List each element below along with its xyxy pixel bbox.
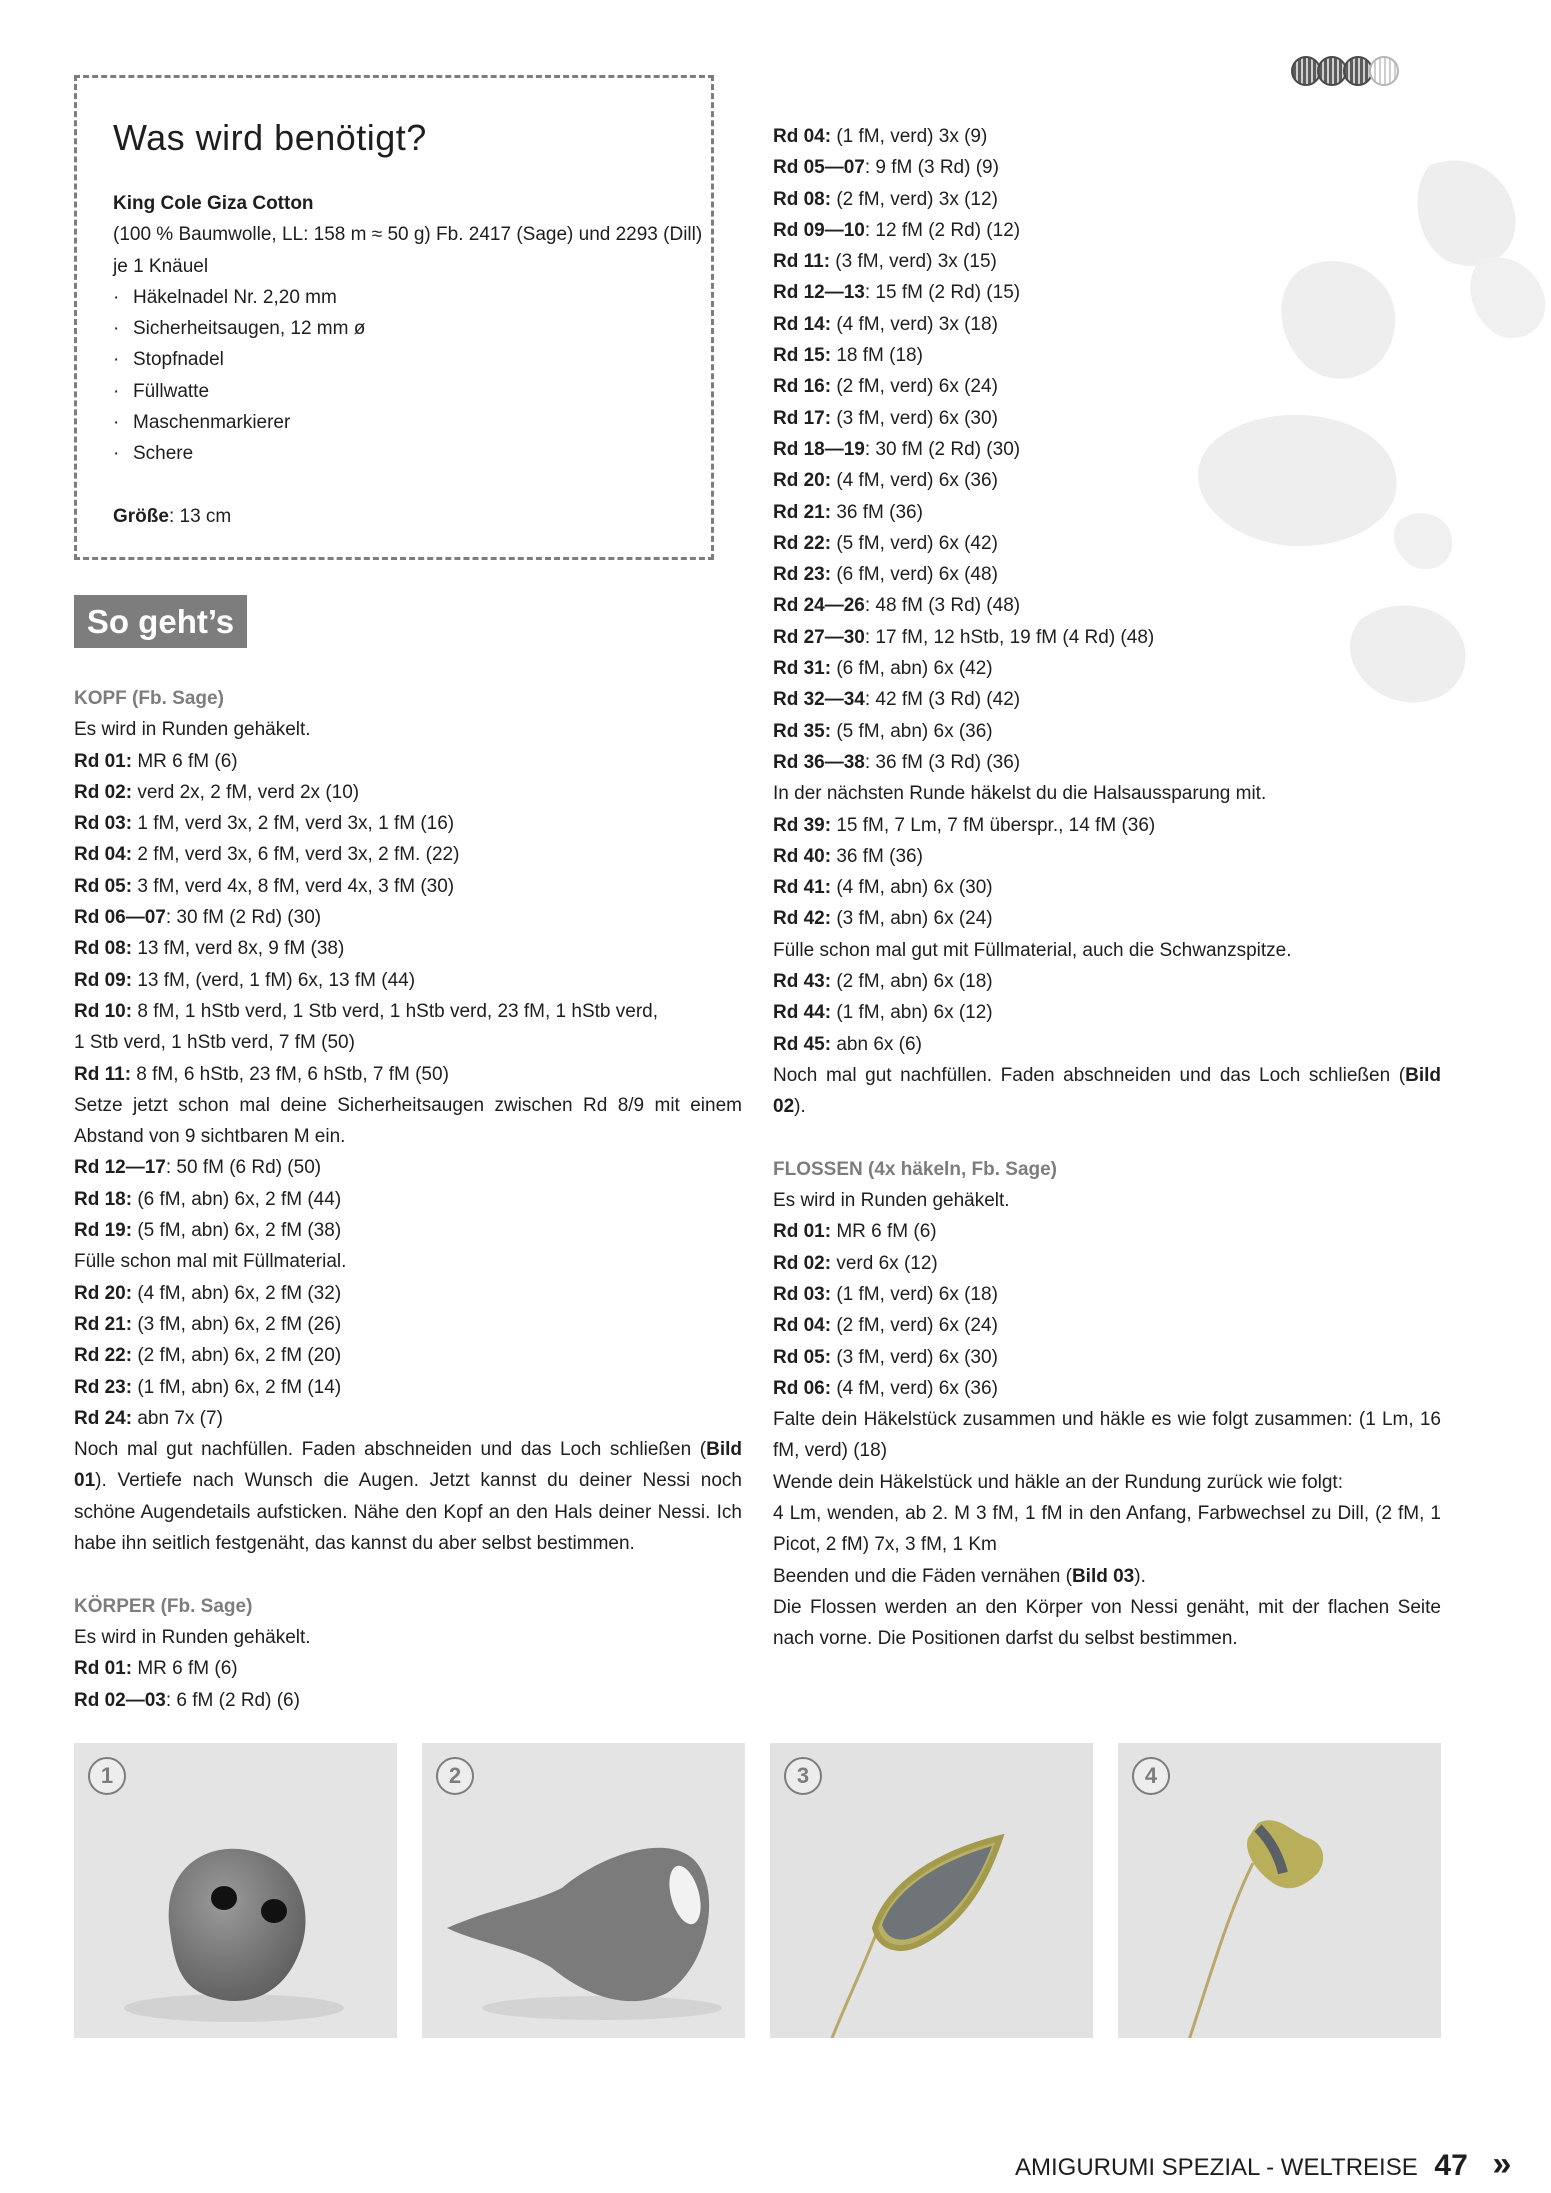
round-instruction xyxy=(74,1403,742,1434)
round-instruction xyxy=(773,1279,1441,1310)
round-instruction xyxy=(773,1310,1441,1341)
round-text: (3 fM, verd) 6x (30) xyxy=(831,1346,998,1368)
size-line xyxy=(113,501,703,532)
paragraph-text: Falte dein Häkelstück zusammen und häkle es wie folgt zusammen: (1 Lm, 16 fM, verd) (18) xyxy=(773,1409,1441,1462)
round-text: (1 fM, verd) 6x (18) xyxy=(831,1283,998,1305)
material-item-text: Schere xyxy=(133,443,194,465)
photo-number: 1 xyxy=(88,1757,126,1795)
round-instruction xyxy=(773,121,1441,152)
instruction-text: 1 Stb verd, 1 hStb verd, 7 fM (50) xyxy=(74,1032,355,1054)
round-instruction xyxy=(74,871,742,902)
photo-1 xyxy=(74,1743,397,2038)
image-reference: Bild 03 xyxy=(1071,1565,1135,1587)
round-instruction xyxy=(773,528,1441,559)
yarn-quantity: je 1 Knäuel xyxy=(113,255,209,277)
photo-fin-illustration xyxy=(770,1743,1093,2038)
paragraph-text: ). Vertiefe nach Wunsch die Augen. Jetzt kannst du deiner Nessi noch schöne Augendetails aufsticken. Nähe den Kopf an den Hals deiner Nessi. Ich habe ihn seitlich festgenäht, das kannst du aber selbst bestimmen. xyxy=(74,1470,742,1555)
round-instruction xyxy=(74,1152,742,1183)
round-text: (1 fM, abn) 6x (12) xyxy=(831,1002,993,1024)
round-label: Rd 04: xyxy=(773,1315,832,1337)
round-text: : 15 fM (2 Rd) (15) xyxy=(864,282,1021,304)
round-text: abn 6x (6) xyxy=(831,1033,922,1055)
instruction-paragraph xyxy=(74,1090,742,1153)
round-text: 2 fM, verd 3x, 6 fM, verd 3x, 2 fM. (22) xyxy=(132,844,460,866)
round-text: (1 fM, abn) 6x, 2 fM (14) xyxy=(132,1376,342,1398)
round-label: Rd 06: xyxy=(773,1377,832,1399)
round-label: Rd 20: xyxy=(74,1282,133,1304)
round-instruction xyxy=(773,1029,1441,1060)
bullet-icon: · xyxy=(113,286,120,308)
round-label: Rd 08: xyxy=(773,188,832,210)
round-label: Rd 22: xyxy=(74,1345,133,1367)
material-item xyxy=(113,344,703,375)
round-instruction xyxy=(74,808,742,839)
paragraph-text: Beenden und die Fäden vernähen ( xyxy=(773,1565,1072,1587)
round-label: Rd 36—38 xyxy=(773,751,865,773)
material-item xyxy=(113,438,703,469)
round-text: (4 fM, verd) 6x (36) xyxy=(831,1377,998,1399)
round-label: Rd 22: xyxy=(773,532,832,554)
round-instruction xyxy=(773,403,1441,434)
round-text: (3 fM, verd) 6x (30) xyxy=(831,407,998,429)
round-label: Rd 40: xyxy=(773,845,832,867)
paragraph-text: 4 Lm, wenden, ab 2. M 3 fM, 1 fM in den Anfang, Farbwechsel zu Dill, (2 fM, 1 Picot, 2 fM) 7x, 3 fM, 1 Km xyxy=(773,1503,1441,1556)
round-text: 36 fM (36) xyxy=(831,501,923,523)
round-label: Rd 02: xyxy=(74,781,133,803)
round-instruction xyxy=(74,1215,742,1246)
round-text: verd 6x (12) xyxy=(831,1252,938,1274)
image-reference: Bild 02 xyxy=(773,1064,1441,1118)
bullet-icon: · xyxy=(113,412,120,434)
round-text: : 30 fM (2 Rd) (30) xyxy=(864,438,1021,460)
yarn-name: King Cole Giza Cotton xyxy=(113,193,314,214)
round-label: Rd 08: xyxy=(74,938,133,960)
photo-body-illustration xyxy=(422,1743,745,2038)
round-text: (6 fM, abn) 6x (42) xyxy=(831,658,993,680)
round-label: Rd 21: xyxy=(74,1313,133,1335)
material-item-text: Maschenmarkierer xyxy=(133,412,291,434)
paragraph-text: Noch mal gut nachfüllen. Faden abschneiden und das Loch schließen ( xyxy=(74,1439,707,1461)
round-text: : 42 fM (3 Rd) (42) xyxy=(864,689,1021,711)
round-text: : 12 fM (2 Rd) (12) xyxy=(864,219,1021,241)
bullet-icon: · xyxy=(113,380,120,402)
round-instruction xyxy=(773,747,1441,778)
round-label: Rd 11: xyxy=(74,1063,132,1085)
round-text: (6 fM, abn) 6x, 2 fM (44) xyxy=(132,1188,342,1210)
materials-title: Was wird benötigt? xyxy=(113,117,427,158)
round-text: (2 fM, verd) 6x (24) xyxy=(831,1315,998,1337)
round-instruction xyxy=(74,1372,742,1403)
round-text: (5 fM, abn) 6x (36) xyxy=(831,720,993,742)
round-instruction xyxy=(74,902,742,933)
instruction-text: Wende dein Häkelstück und häkle an der Rundung zurück wie folgt: xyxy=(773,1471,1343,1493)
round-label: Rd 35: xyxy=(773,720,832,742)
round-label: Rd 10: xyxy=(74,1000,133,1022)
photo-number: 2 xyxy=(436,1757,474,1795)
round-label: Rd 11: xyxy=(773,251,831,273)
round-instruction xyxy=(773,590,1441,621)
round-text: : 50 fM (6 Rd) (50) xyxy=(165,1157,322,1179)
round-instruction xyxy=(773,434,1441,465)
round-text: : 9 fM (3 Rd) (9) xyxy=(864,157,999,179)
round-label: Rd 05—07 xyxy=(773,157,865,179)
round-label: Rd 04: xyxy=(773,126,832,147)
materials-list xyxy=(113,188,703,532)
round-text: : 6 fM (2 Rd) (6) xyxy=(165,1689,300,1711)
material-item xyxy=(113,313,703,344)
round-text: (4 fM, verd) 6x (36) xyxy=(831,470,998,492)
round-label: Rd 12—13 xyxy=(773,282,865,304)
instruction-text: Es wird in Runden gehäkelt. xyxy=(773,1190,1010,1212)
round-text: (4 fM, abn) 6x (30) xyxy=(831,877,993,899)
round-instruction xyxy=(773,340,1441,371)
instruction-paragraph xyxy=(773,1561,1441,1592)
paragraph-text: ). xyxy=(794,1096,806,1118)
round-label: Rd 02: xyxy=(773,1252,832,1274)
round-label: Rd 43: xyxy=(773,971,832,993)
round-label: Rd 17: xyxy=(773,407,832,429)
instruction-paragraph xyxy=(773,1498,1441,1561)
material-item-text: Füllwatte xyxy=(133,380,210,402)
round-label: Rd 03: xyxy=(74,813,133,835)
round-instruction xyxy=(74,746,742,777)
round-text: : 48 fM (3 Rd) (48) xyxy=(864,595,1021,617)
round-text: abn 7x (7) xyxy=(132,1407,223,1429)
round-instruction xyxy=(74,1184,742,1215)
round-instruction xyxy=(74,1309,742,1340)
round-instruction xyxy=(74,965,742,996)
size-value: : 13 cm xyxy=(168,505,232,527)
round-label: Rd 31: xyxy=(773,658,832,680)
round-instruction xyxy=(773,497,1441,528)
round-instruction xyxy=(74,1653,742,1684)
round-instruction xyxy=(773,903,1441,934)
round-label: Rd 05: xyxy=(773,1346,832,1368)
round-text: verd 2x, 2 fM, verd 2x (10) xyxy=(132,781,360,803)
material-item-text: Sicherheitsaugen, 12 mm ø xyxy=(133,318,366,340)
round-text: (3 fM, verd) 3x (15) xyxy=(830,251,997,273)
instruction-text: Fülle schon mal gut mit Füllmaterial, auch die Schwanzspitze. xyxy=(773,939,1292,961)
round-instruction xyxy=(74,777,742,808)
round-label: Rd 41: xyxy=(773,877,832,899)
round-instruction xyxy=(773,215,1441,246)
round-text: : 17 fM, 12 hStb, 19 fM (4 Rd) (48) xyxy=(864,626,1155,648)
instructions-left-column xyxy=(74,683,742,1716)
round-text: (2 fM, verd) 3x (12) xyxy=(831,188,998,210)
section-subheading: KÖRPER (Fb. Sage) xyxy=(74,1595,253,1617)
round-label: Rd 04: xyxy=(74,844,133,866)
photo-fin-edge-illustration xyxy=(1118,1743,1441,2038)
round-text: 13 fM, (verd, 1 fM) 6x, 13 fM (44) xyxy=(132,969,416,991)
round-label: Rd 32—34 xyxy=(773,689,865,711)
instruction-text: In der nächsten Runde häkelst du die Halsaussparung mit. xyxy=(773,783,1267,805)
image-reference: Bild 01 xyxy=(74,1439,742,1492)
round-text: 3 fM, verd 4x, 8 fM, verd 4x, 3 fM (30) xyxy=(132,875,455,897)
round-label: Rd 18—19 xyxy=(773,438,865,460)
round-label: Rd 23: xyxy=(773,564,832,586)
round-label: Rd 02—03 xyxy=(74,1689,166,1711)
magazine-title: AMIGURUMI SPEZIAL - WELTREISE xyxy=(1015,2154,1418,2181)
paragraph-text: ). xyxy=(1134,1565,1146,1587)
yarn-detail: (100 % Baumwolle, LL: 158 m ≈ 50 g) Fb. 2417 (Sage) und 2293 (Dill) xyxy=(113,224,703,246)
round-text: 36 fM (36) xyxy=(831,845,923,867)
section-subheading: FLOSSEN (4x häkeln, Fb. Sage) xyxy=(773,1158,1058,1180)
round-instruction xyxy=(74,933,742,964)
material-item xyxy=(113,376,703,407)
photo-3 xyxy=(770,1743,1093,2038)
round-label: Rd 16: xyxy=(773,376,832,398)
round-instruction xyxy=(773,653,1441,684)
round-text: (3 fM, abn) 6x, 2 fM (26) xyxy=(132,1313,342,1335)
round-text: (2 fM, verd) 6x (24) xyxy=(831,376,998,398)
round-label: Rd 39: xyxy=(773,814,832,836)
round-instruction xyxy=(773,277,1441,308)
round-text: (2 fM, abn) 6x (18) xyxy=(831,971,993,993)
round-text: 15 fM, 7 Lm, 7 fM überspr., 14 fM (36) xyxy=(831,814,1156,836)
round-text: MR 6 fM (6) xyxy=(831,1221,937,1243)
round-instruction xyxy=(773,810,1441,841)
round-label: Rd 24—26 xyxy=(773,595,865,617)
paragraph-text: Noch mal gut nachfüllen. Faden abschneiden und das Loch schließen ( xyxy=(773,1064,1406,1086)
round-label: Rd 01: xyxy=(74,750,133,772)
round-instruction xyxy=(773,997,1441,1028)
round-instruction xyxy=(773,684,1441,715)
next-page-icon[interactable]: » xyxy=(1492,2145,1512,2183)
round-instruction xyxy=(773,246,1441,277)
round-label: Rd 09: xyxy=(74,969,133,991)
round-text: : 30 fM (2 Rd) (30) xyxy=(165,907,322,929)
round-label: Rd 20: xyxy=(773,470,832,492)
instruction-text: Es wird in Runden gehäkelt. xyxy=(74,1626,311,1648)
bullet-icon: · xyxy=(113,318,120,340)
section-subheading: KOPF (Fb. Sage) xyxy=(74,688,224,709)
material-item-text: Stopfnadel xyxy=(133,349,224,371)
round-label: Rd 03: xyxy=(773,1283,832,1305)
round-instruction xyxy=(74,1059,742,1090)
round-instruction xyxy=(773,966,1441,997)
round-text: MR 6 fM (6) xyxy=(132,750,238,772)
round-text: (5 fM, abn) 6x, 2 fM (38) xyxy=(132,1220,342,1242)
round-label: Rd 44: xyxy=(773,1002,832,1024)
paragraph-text: Setze jetzt schon mal deine Sicherheitsaugen zwischen Rd 8/9 mit einem Abstand von 9 sichtbaren M ein. xyxy=(74,1094,742,1148)
yarn-ball-icon xyxy=(1369,56,1399,86)
round-label: Rd 06—07 xyxy=(74,907,166,929)
round-instruction xyxy=(773,465,1441,496)
difficulty-rating xyxy=(1295,56,1399,86)
round-label: Rd 01: xyxy=(773,1221,832,1243)
round-text: (6 fM, verd) 6x (48) xyxy=(831,564,998,586)
round-label: Rd 23: xyxy=(74,1376,133,1398)
round-instruction xyxy=(773,1248,1441,1279)
round-label: Rd 12—17 xyxy=(74,1157,166,1179)
round-instruction xyxy=(773,872,1441,903)
round-text: (4 fM, verd) 3x (18) xyxy=(831,313,998,335)
round-instruction xyxy=(773,371,1441,402)
round-instruction xyxy=(773,1342,1441,1373)
round-text: 8 fM, 1 hStb verd, 1 Stb verd, 1 hStb verd, 23 fM, 1 hStb verd, xyxy=(132,1000,659,1022)
round-label: Rd 27—30 xyxy=(773,626,865,648)
round-label: Rd 18: xyxy=(74,1188,133,1210)
photo-4 xyxy=(1118,1743,1441,2038)
footer xyxy=(1015,2145,1511,2184)
round-instruction xyxy=(773,152,1441,183)
round-text: (4 fM, abn) 6x, 2 fM (32) xyxy=(132,1282,342,1304)
round-instruction xyxy=(74,996,742,1027)
photo-head-illustration xyxy=(74,1743,397,2038)
photo-2 xyxy=(422,1743,745,2038)
round-text: 8 fM, 6 hStb, 23 fM, 6 hStb, 7 fM (50) xyxy=(131,1063,449,1085)
round-instruction xyxy=(74,1685,742,1716)
photo-number: 3 xyxy=(784,1757,822,1795)
round-text: 18 fM (18) xyxy=(831,345,923,367)
round-label: Rd 14: xyxy=(773,313,832,335)
paragraph-text: Die Flossen werden an den Körper von Nessi genäht, mit der flachen Seite nach vorne. Die Positionen darfst du selbst bestimmen. xyxy=(773,1596,1441,1650)
photo-number: 4 xyxy=(1132,1757,1170,1795)
size-label: Größe xyxy=(113,505,169,527)
round-label: Rd 05: xyxy=(74,875,133,897)
round-instruction xyxy=(773,841,1441,872)
round-instruction xyxy=(773,622,1441,653)
section-heading: So geht’s xyxy=(74,595,247,648)
instruction-text: Es wird in Runden gehäkelt. xyxy=(74,719,311,741)
round-label: Rd 21: xyxy=(773,501,832,523)
round-instruction xyxy=(74,839,742,870)
round-label: Rd 15: xyxy=(773,345,832,367)
round-instruction xyxy=(773,184,1441,215)
round-instruction xyxy=(74,1278,742,1309)
spacer xyxy=(74,1559,742,1590)
instructions-right-column xyxy=(773,121,1441,1655)
round-instruction xyxy=(773,716,1441,747)
instruction-paragraph xyxy=(773,1404,1441,1467)
bullet-icon: · xyxy=(113,349,120,371)
page-number: 47 xyxy=(1434,2149,1468,2182)
round-label: Rd 19: xyxy=(74,1220,133,1242)
round-instruction xyxy=(773,1373,1441,1404)
round-text: (5 fM, verd) 6x (42) xyxy=(831,532,998,554)
round-text: (3 fM, abn) 6x (24) xyxy=(831,908,993,930)
round-instruction xyxy=(773,1216,1441,1247)
instruction-paragraph xyxy=(74,1434,742,1559)
round-text: (1 fM, verd) 3x (9) xyxy=(831,126,988,147)
spacer xyxy=(773,1123,1441,1154)
round-label: Rd 24: xyxy=(74,1407,133,1429)
instruction-paragraph xyxy=(773,1592,1441,1655)
round-label: Rd 01: xyxy=(74,1658,133,1680)
round-text: : 36 fM (3 Rd) (36) xyxy=(864,751,1021,773)
material-item-text: Häkelnadel Nr. 2,20 mm xyxy=(133,286,337,308)
instruction-paragraph xyxy=(773,1060,1441,1123)
round-text: 13 fM, verd 8x, 9 fM (38) xyxy=(132,938,345,960)
round-text: MR 6 fM (6) xyxy=(132,1658,238,1680)
round-text: 1 fM, verd 3x, 2 fM, verd 3x, 1 fM (16) xyxy=(132,813,455,835)
round-label: Rd 09—10 xyxy=(773,219,865,241)
round-text: (2 fM, abn) 6x, 2 fM (20) xyxy=(132,1345,342,1367)
material-item xyxy=(113,407,703,438)
round-label: Rd 45: xyxy=(773,1033,832,1055)
round-instruction xyxy=(773,559,1441,590)
round-instruction xyxy=(773,309,1441,340)
material-item xyxy=(113,282,703,313)
round-instruction xyxy=(74,1340,742,1371)
bullet-icon: · xyxy=(113,443,120,465)
round-label: Rd 42: xyxy=(773,908,832,930)
instruction-text: Fülle schon mal mit Füllmaterial. xyxy=(74,1251,347,1273)
